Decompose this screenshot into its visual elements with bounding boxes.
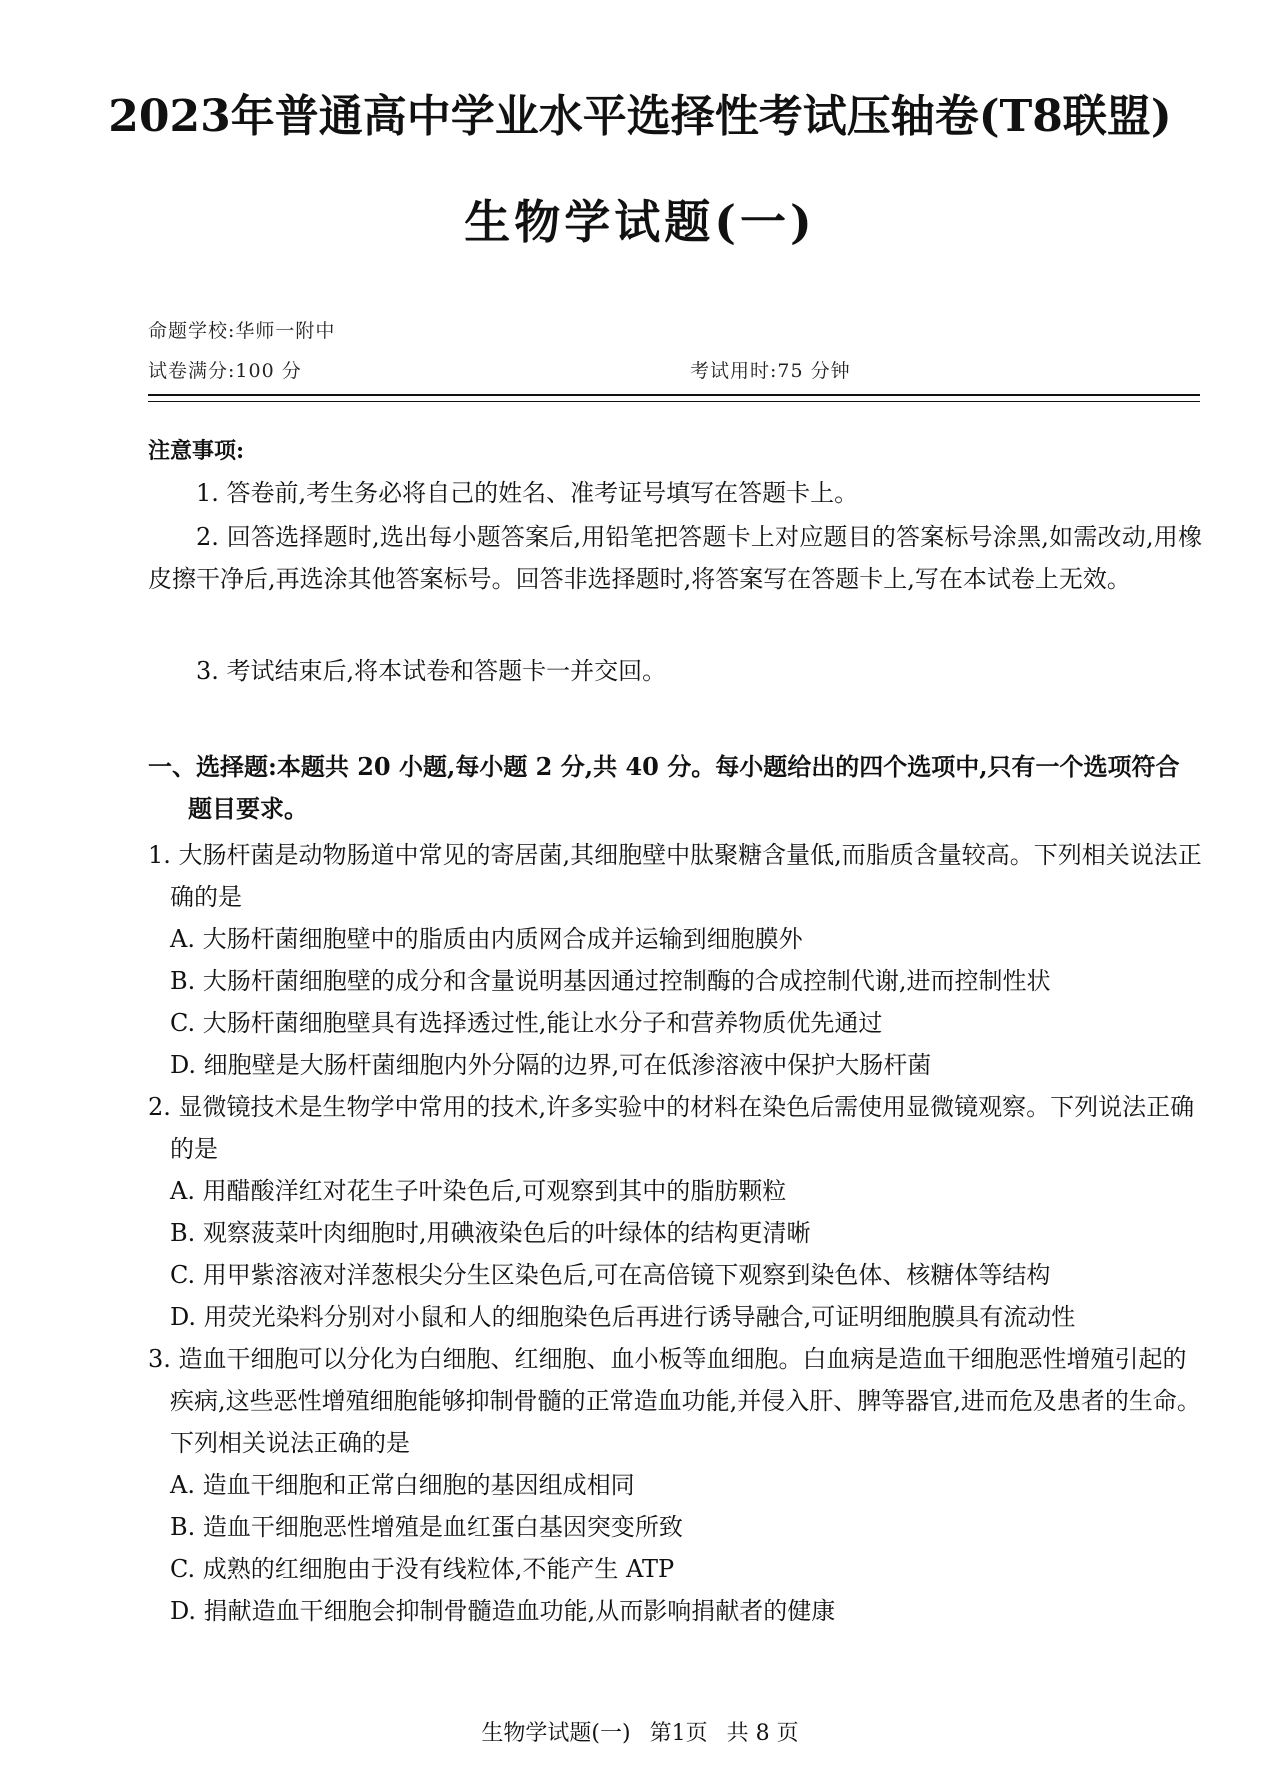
- notice-item: 2. 回答选择题时,选出每小题答案后,用铅笔把答题卡上对应题目的答案标号涂黑,如需改动,用橡皮擦干净后,再选涂其他答案标号。回答非选择题时,将答案写在答题卡上,写在本试卷上无效。: [148, 523, 1202, 593]
- question-option: C. 大肠杆菌细胞壁具有选择透过性,能让水分子和营养物质优先通过: [170, 1009, 883, 1037]
- footer-page-number: 第1页: [649, 1721, 708, 1746]
- school-info: 命题学校:华师一附中: [148, 320, 336, 342]
- question-option: B. 观察菠菜叶肉细胞时,用碘液染色后的叶绿体的结构更清晰: [170, 1219, 811, 1247]
- question-option: A. 造血干细胞和正常白细胞的基因组成相同: [170, 1471, 635, 1499]
- question-option: D. 捐献造血干细胞会抑制骨髓造血功能,从而影响捐献者的健康: [170, 1597, 836, 1625]
- duration-info: 考试用时:75 分钟: [690, 360, 851, 382]
- notice-item: 3. 考试结束后,将本试卷和答题卡一并交回。: [196, 657, 667, 685]
- exam-title: 2023年普通高中学业水平选择性考试压轴卷(T8联盟): [108, 91, 1172, 142]
- footer-subject: 生物学试题(一): [481, 1721, 631, 1746]
- question-option: A. 大肠杆菌细胞壁中的脂质由内质网合成并运输到细胞膜外: [170, 925, 803, 953]
- page-footer: [0, 1716, 1280, 1747]
- notice-heading: 注意事项:: [148, 438, 245, 464]
- notice-item: 1. 答卷前,考生务必将自己的姓名、准考证号填写在答题卡上。: [196, 479, 859, 507]
- question-option: C. 用甲紫溶液对洋葱根尖分生区染色后,可在高倍镜下观察到染色体、核糖体等结构: [170, 1261, 1051, 1289]
- question-option: B. 造血干细胞恶性增殖是血红蛋白基因突变所致: [170, 1513, 683, 1541]
- question-option: A. 用醋酸洋红对花生子叶染色后,可观察到其中的脂肪颗粒: [170, 1177, 787, 1205]
- question-option: D. 细胞壁是大肠杆菌细胞内外分隔的边界,可在低渗溶液中保护大肠杆菌: [170, 1051, 932, 1079]
- question-stem: 3. 造血干细胞可以分化为白细胞、红细胞、血小板等血细胞。白血病是造血干细胞恶性增殖引起的疾病,这些恶性增殖细胞能够抑制骨髓的正常造血功能,并侵入肝、脾等器官,进而危及患者的生命。下列相关说法正确的是: [148, 1345, 1201, 1457]
- question-option: B. 大肠杆菌细胞壁的成分和含量说明基因通过控制酶的合成控制代谢,进而控制性状: [170, 967, 1051, 995]
- question-option: C. 成熟的红细胞由于没有线粒体,不能产生 ATP: [170, 1555, 675, 1583]
- full-score-info: 试卷满分:100 分: [148, 360, 302, 382]
- question-stem: 1. 大肠杆菌是动物肠道中常见的寄居菌,其细胞壁中肽聚糖含量低,而脂质含量较高。下列相关说法正确的是: [148, 841, 1202, 911]
- header-rule-thin: [148, 401, 1200, 402]
- header-rule-thick: [148, 394, 1200, 396]
- question-stem: 2. 显微镜技术是生物学中常用的技术,许多实验中的材料在染色后需使用显微镜观察。下列说法正确的是: [148, 1093, 1195, 1163]
- question-option: D. 用荧光染料分别对小鼠和人的细胞染色后再进行诱导融合,可证明细胞膜具有流动性: [170, 1303, 1076, 1331]
- exam-subtitle: 生物学试题(一): [464, 195, 816, 249]
- footer-page-total: 共 8 页: [726, 1721, 799, 1746]
- section-heading: 一、选择题:本题共 20 小题,每小题 2 分,共 40 分。每小题给出的四个选项中,只有一个选项符合题目要求。: [148, 752, 1180, 823]
